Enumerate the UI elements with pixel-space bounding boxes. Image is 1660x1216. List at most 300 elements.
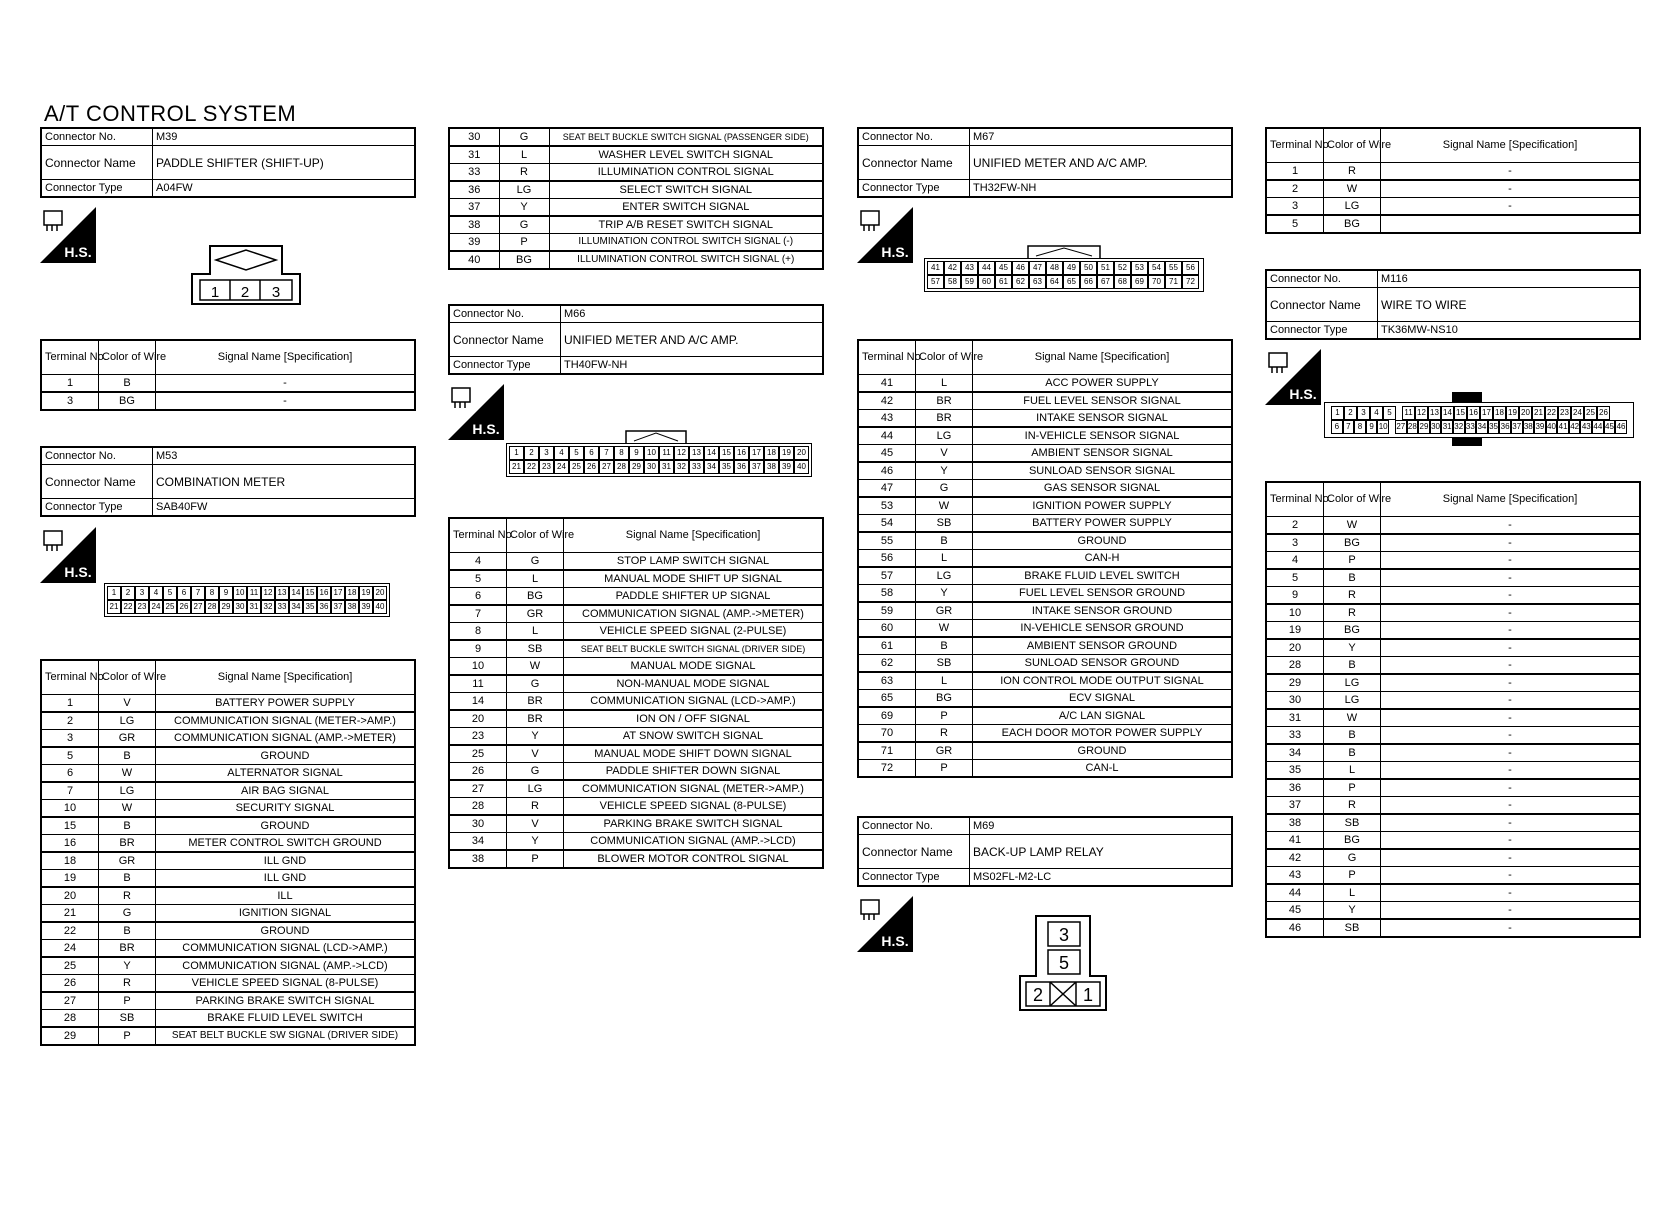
- signal-name-cell: EACH DOOR MOTOR POWER SUPPLY: [973, 725, 1233, 743]
- wire-color-cell: B: [1324, 744, 1381, 762]
- connector-no-value: M116: [1378, 270, 1641, 288]
- signal-name-cell: -: [1381, 867, 1641, 885]
- connector-pin: 19: [1506, 406, 1519, 420]
- signal-name-header: Signal Name [Specification]: [1381, 128, 1641, 163]
- signal-name-cell: MANUAL MODE SIGNAL: [564, 658, 824, 676]
- table-row: [1266, 180, 1640, 198]
- wire-color-cell: SB: [916, 655, 973, 673]
- wire-color-cell: GR: [99, 730, 156, 748]
- connector-pin: 9: [1366, 420, 1378, 434]
- connector-name-label: Connector Name: [858, 835, 970, 869]
- signal-name-cell: BATTERY POWER SUPPLY: [973, 515, 1233, 533]
- signal-name-cell: -: [1381, 727, 1641, 745]
- table-row: [41, 375, 415, 393]
- terminal-no-cell: 3: [1266, 198, 1324, 216]
- connector-pin: 15: [1454, 406, 1467, 420]
- signal-name-cell: COMMUNICATION SIGNAL (AMP.->METER): [156, 730, 416, 748]
- signal-name-cell: ILL: [156, 887, 416, 905]
- signal-name-cell: GROUND: [973, 532, 1233, 550]
- terminal-no-cell: 58: [858, 585, 916, 603]
- color-of-wire-header: Color of Wire: [99, 660, 156, 695]
- signal-name-cell: ILLUMINATION CONTROL SIGNAL: [549, 164, 823, 182]
- connector-pin: 16: [317, 586, 331, 600]
- connector-pin: 1: [1331, 406, 1344, 420]
- table-row: [1266, 709, 1640, 727]
- wire-color-cell: Y: [916, 585, 973, 603]
- wire-color-cell: BG: [916, 690, 973, 708]
- terminal-no-cell: 46: [1266, 919, 1324, 937]
- table-row: [41, 887, 415, 905]
- table-row: [858, 427, 1232, 445]
- table-row: [1266, 215, 1640, 233]
- connector-pin: 51: [1097, 261, 1114, 275]
- connector-type-value: A04FW: [153, 180, 416, 198]
- table-row: [1266, 622, 1640, 640]
- pin-label: 2: [1032, 985, 1044, 1005]
- table-row: [449, 850, 823, 868]
- connector-pin: 46: [1615, 420, 1627, 434]
- signal-name-cell: ECV SIGNAL: [973, 690, 1233, 708]
- wire-color-cell: L: [507, 570, 564, 588]
- connector-pin: 7: [191, 586, 205, 600]
- connector-pin: 36: [1499, 420, 1511, 434]
- signal-name-cell: INTAKE SENSOR GROUND: [973, 602, 1233, 620]
- wire-color-cell: L: [916, 375, 973, 393]
- connector-m39-info: [40, 127, 416, 198]
- connector-pin: 42: [944, 261, 961, 275]
- signal-name-cell: -: [1381, 534, 1641, 552]
- terminal-no-cell: 29: [1266, 674, 1324, 692]
- connector-pin: 4: [149, 586, 163, 600]
- connector-pin: 28: [614, 460, 629, 474]
- wire-color-cell: B: [99, 870, 156, 888]
- signal-name-cell: -: [1381, 163, 1641, 181]
- connector-pin: 17: [1480, 406, 1493, 420]
- terminal-no-cell: 16: [41, 835, 99, 853]
- table-row: [41, 800, 415, 818]
- table-row: [858, 707, 1232, 725]
- connector-pin: 15: [719, 446, 734, 460]
- wire-color-cell: GR: [916, 602, 973, 620]
- hs-icon: [40, 207, 96, 263]
- signal-name-cell: GROUND: [156, 922, 416, 940]
- svg-text:H.S.: H.S.: [64, 564, 92, 580]
- connector-pin: 30: [1430, 420, 1442, 434]
- table-row: [449, 710, 823, 728]
- connector-pin: 6: [584, 446, 599, 460]
- wire-color-cell: SB: [916, 515, 973, 533]
- connector-pin: 45: [995, 261, 1012, 275]
- terminal-no-cell: 43: [858, 410, 916, 428]
- wire-color-cell: Y: [507, 728, 564, 746]
- terminal-no-cell: 27: [41, 992, 99, 1010]
- wire-color-cell: W: [916, 620, 973, 638]
- connector-pin: 12: [1415, 406, 1428, 420]
- connector-pin: 3: [539, 446, 554, 460]
- connector-pin: 22: [524, 460, 539, 474]
- wire-color-cell: P: [499, 234, 549, 252]
- signal-name-cell: -: [1381, 657, 1641, 675]
- wire-color-cell: BG: [507, 588, 564, 606]
- wire-color-cell: W: [1324, 709, 1381, 727]
- wire-color-cell: V: [99, 695, 156, 713]
- connector-pin: 66: [1080, 275, 1097, 289]
- wire-color-cell: L: [1324, 884, 1381, 902]
- signal-name-cell: CAN-L: [973, 760, 1233, 778]
- signal-name-cell: -: [1381, 692, 1641, 710]
- signal-name-cell: -: [1381, 639, 1641, 657]
- terminal-no-cell: 62: [858, 655, 916, 673]
- terminal-no-cell: 37: [1266, 797, 1324, 815]
- connector-pin: 9: [629, 446, 644, 460]
- wire-color-cell: R: [916, 725, 973, 743]
- connector-name-value: UNIFIED METER AND A/C AMP.: [561, 323, 824, 357]
- connector-pin: 13: [1428, 406, 1441, 420]
- signal-name-cell: METER CONTROL SWITCH GROUND: [156, 835, 416, 853]
- wire-color-cell: GR: [916, 742, 973, 760]
- wire-color-cell: BG: [1324, 832, 1381, 850]
- wire-color-cell: G: [499, 216, 549, 234]
- table-row: [41, 695, 415, 713]
- terminal-no-cell: 3: [41, 730, 99, 748]
- terminal-no-cell: 30: [449, 815, 507, 833]
- wire-color-cell: LG: [1324, 674, 1381, 692]
- table-row: [449, 780, 823, 798]
- connector-latch: [1324, 390, 1610, 402]
- wire-color-cell: SB: [1324, 919, 1381, 937]
- table-row: [858, 445, 1232, 463]
- connector-pin: 44: [978, 261, 995, 275]
- connector-pin: 22: [121, 600, 135, 614]
- terminal-no-cell: 10: [41, 800, 99, 818]
- terminal-no-cell: 59: [858, 602, 916, 620]
- wire-color-cell: L: [507, 623, 564, 641]
- connector-no-label: Connector No.: [449, 305, 561, 323]
- connector-pin: 21: [1532, 406, 1545, 420]
- signal-name-cell: COMMUNICATION SIGNAL (AMP.->METER): [564, 605, 824, 623]
- wire-color-cell: R: [499, 164, 549, 182]
- signal-name-cell: PARKING BRAKE SWITCH SIGNAL: [156, 992, 416, 1010]
- table-row: [858, 550, 1232, 568]
- table-row: [858, 462, 1232, 480]
- table-row: [41, 940, 415, 958]
- connector-pin: 14: [704, 446, 719, 460]
- table-row: [41, 835, 415, 853]
- color-of-wire-header: Color of Wire: [1324, 128, 1381, 163]
- signal-name-cell: ILL GND: [156, 870, 416, 888]
- terminal-no-header: Terminal No.: [41, 660, 99, 695]
- table-row: [41, 712, 415, 730]
- table-row: [41, 922, 415, 940]
- terminal-no-cell: 44: [1266, 884, 1324, 902]
- connector-pin: 26: [584, 460, 599, 474]
- connector-pin: 52: [1114, 261, 1131, 275]
- terminal-no-cell: 7: [449, 605, 507, 623]
- connector-pin: 13: [689, 446, 704, 460]
- wire-color-cell: B: [99, 747, 156, 765]
- connector-m39-diagram: [190, 244, 302, 306]
- connector-type-value: TK36MW-NS10: [1378, 322, 1641, 340]
- connector-pin: 65: [1063, 275, 1080, 289]
- table-row: [858, 585, 1232, 603]
- connector-type-label: Connector Type: [41, 499, 153, 517]
- table-row: [449, 623, 823, 641]
- signal-name-cell: AIR BAG SIGNAL: [156, 782, 416, 800]
- signal-name-cell: COMMUNICATION SIGNAL (AMP.->LCD): [156, 957, 416, 975]
- table-row: [1266, 902, 1640, 920]
- signal-name-cell: -: [1381, 744, 1641, 762]
- signal-name-cell: -: [156, 392, 416, 410]
- table-row: [449, 251, 823, 269]
- connector-pin: 27: [1395, 420, 1407, 434]
- wire-color-cell: Y: [1324, 902, 1381, 920]
- connector-pin: 70: [1148, 275, 1165, 289]
- terminal-no-cell: 33: [1266, 727, 1324, 745]
- connector-pin: 5: [569, 446, 584, 460]
- terminal-no-cell: 10: [1266, 604, 1324, 622]
- signal-name-cell: -: [1381, 709, 1641, 727]
- terminal-no-cell: 6: [41, 765, 99, 783]
- table-row: [449, 745, 823, 763]
- connector-pin: 35: [1488, 420, 1500, 434]
- table-row: [41, 730, 415, 748]
- table-row: [1266, 552, 1640, 570]
- terminal-no-cell: 28: [1266, 657, 1324, 675]
- connector-pin: 6: [177, 586, 191, 600]
- wire-color-cell: LG: [507, 780, 564, 798]
- terminal-no-header: Terminal No.: [858, 340, 916, 375]
- wire-color-cell: P: [1324, 867, 1381, 885]
- connector-name-value: COMBINATION METER: [153, 465, 416, 499]
- table-row: [449, 216, 823, 234]
- table-row: [858, 672, 1232, 690]
- terminal-no-cell: 45: [858, 445, 916, 463]
- terminal-no-cell: 38: [449, 850, 507, 868]
- table-row: [41, 905, 415, 923]
- connector-name-label: Connector Name: [858, 146, 970, 180]
- wire-color-cell: V: [916, 445, 973, 463]
- signal-name-cell: [1381, 215, 1641, 233]
- connector-pin: 23: [135, 600, 149, 614]
- signal-name-cell: ALTERNATOR SIGNAL: [156, 765, 416, 783]
- connector-no-label: Connector No.: [858, 817, 970, 835]
- connector-m67-diagram: [924, 244, 1204, 292]
- signal-name-cell: FUEL LEVEL SENSOR SIGNAL: [973, 392, 1233, 410]
- terminal-no-cell: 11: [449, 675, 507, 693]
- connector-pin: 30: [644, 460, 659, 474]
- connector-pin: 25: [1584, 406, 1597, 420]
- connector-pin: 17: [749, 446, 764, 460]
- connector-type-value: TH40FW-NH: [561, 357, 824, 375]
- connector-name-value: PADDLE SHIFTER (SHIFT-UP): [153, 146, 416, 180]
- wire-color-cell: W: [99, 800, 156, 818]
- signal-name-cell: -: [1381, 587, 1641, 605]
- terminal-no-cell: 57: [858, 567, 916, 585]
- signal-name-cell: SEAT BELT BUCKLE SWITCH SIGNAL (DRIVER SIDE): [564, 640, 824, 658]
- wire-color-cell: G: [916, 480, 973, 498]
- wire-color-cell: Y: [507, 833, 564, 851]
- wire-color-cell: P: [99, 1027, 156, 1045]
- connector-pin: 50: [1080, 261, 1097, 275]
- connector-pin: 21: [509, 460, 524, 474]
- signal-name-cell: GAS SENSOR SIGNAL: [973, 480, 1233, 498]
- connector-pin: 27: [599, 460, 614, 474]
- signal-name-cell: SEAT BELT BUCKLE SW SIGNAL (DRIVER SIDE): [156, 1027, 416, 1045]
- wire-color-cell: W: [1324, 517, 1381, 535]
- connector-no-value: M53: [153, 447, 416, 465]
- connector-pin: 17: [331, 586, 345, 600]
- signal-name-cell: BLOWER MOTOR CONTROL SIGNAL: [564, 850, 824, 868]
- table-row: [41, 747, 415, 765]
- signal-name-cell: NON-MANUAL MODE SIGNAL: [564, 675, 824, 693]
- connector-pin: 26: [177, 600, 191, 614]
- signal-name-cell: GROUND: [156, 817, 416, 835]
- connector-pin: 18: [764, 446, 779, 460]
- table-row: [41, 852, 415, 870]
- color-of-wire-header: Color of Wire: [99, 340, 156, 375]
- terminal-no-cell: 33: [449, 164, 499, 182]
- wire-color-cell: LG: [1324, 692, 1381, 710]
- terminal-no-cell: 41: [858, 375, 916, 393]
- signal-name-cell: SUNLOAD SENSOR SIGNAL: [973, 462, 1233, 480]
- wire-color-cell: P: [99, 992, 156, 1010]
- connector-name-value: WIRE TO WIRE: [1378, 288, 1641, 322]
- signal-name-cell: -: [156, 375, 416, 393]
- connector-pin: 35: [303, 600, 317, 614]
- pin-label: 3: [271, 284, 281, 301]
- connector-pin: 48: [1046, 261, 1063, 275]
- connector-pin: 38: [1523, 420, 1535, 434]
- connector-pin: 2: [1344, 406, 1357, 420]
- connector-pin: 8: [614, 446, 629, 460]
- color-of-wire-header: Color of Wire: [507, 518, 564, 553]
- signal-name-cell: INTAKE SENSOR SIGNAL: [973, 410, 1233, 428]
- terminal-no-cell: 14: [449, 693, 507, 711]
- connector-no-label: Connector No.: [41, 447, 153, 465]
- table-row: [1266, 727, 1640, 745]
- wire-color-cell: W: [507, 658, 564, 676]
- wire-color-cell: B: [99, 375, 156, 393]
- signal-name-cell: AMBIENT SENSOR SIGNAL: [973, 445, 1233, 463]
- table-row: [1266, 814, 1640, 832]
- wire-color-cell: Y: [1324, 639, 1381, 657]
- connector-name-label: Connector Name: [449, 323, 561, 357]
- terminal-no-cell: 26: [449, 763, 507, 781]
- wire-color-cell: B: [916, 532, 973, 550]
- signal-name-cell: GROUND: [973, 742, 1233, 760]
- connector-pin: 24: [554, 460, 569, 474]
- signal-name-cell: MANUAL MODE SHIFT UP SIGNAL: [564, 570, 824, 588]
- terminal-no-cell: 20: [449, 710, 507, 728]
- connector-pin: 5: [1383, 406, 1396, 420]
- table-row: [449, 128, 823, 146]
- connector-pin: 27: [191, 600, 205, 614]
- wire-color-cell: SB: [507, 640, 564, 658]
- terminal-no-cell: 42: [858, 392, 916, 410]
- table-row: [41, 870, 415, 888]
- wire-color-cell: B: [99, 922, 156, 940]
- table-row: [449, 763, 823, 781]
- wire-color-cell: G: [499, 128, 549, 146]
- signal-name-cell: -: [1381, 902, 1641, 920]
- pin-label: 5: [1058, 953, 1070, 973]
- signal-name-cell: COMMUNICATION SIGNAL (AMP.->LCD): [564, 833, 824, 851]
- wire-color-cell: L: [1324, 762, 1381, 780]
- connector-pin: 30: [233, 600, 247, 614]
- connector-name-value: BACK-UP LAMP RELAY: [970, 835, 1233, 869]
- signal-name-cell: MANUAL MODE SHIFT DOWN SIGNAL: [564, 745, 824, 763]
- signal-name-cell: IN-VEHICLE SENSOR GROUND: [973, 620, 1233, 638]
- connector-type-value: MS02FL-M2-LC: [970, 869, 1233, 887]
- table-row: [858, 567, 1232, 585]
- table-row: [858, 760, 1232, 778]
- terminal-no-cell: 35: [1266, 762, 1324, 780]
- signal-name-cell: SEAT BELT BUCKLE SWITCH SIGNAL (PASSENGER SIDE): [549, 128, 823, 146]
- table-row: [41, 975, 415, 993]
- svg-text:H.S.: H.S.: [881, 244, 909, 260]
- wire-color-cell: R: [99, 887, 156, 905]
- terminal-no-cell: 61: [858, 637, 916, 655]
- signal-name-cell: ACC POWER SUPPLY: [973, 375, 1233, 393]
- connector-pin: 43: [1580, 420, 1592, 434]
- connector-m116-pin-table: [1265, 481, 1641, 938]
- wire-color-cell: B: [1324, 657, 1381, 675]
- table-row: [1266, 674, 1640, 692]
- terminal-no-cell: 25: [41, 957, 99, 975]
- signal-name-cell: STOP LAMP SWITCH SIGNAL: [564, 553, 824, 571]
- terminal-no-cell: 28: [449, 798, 507, 816]
- wire-color-cell: BR: [916, 410, 973, 428]
- connector-pin: 38: [764, 460, 779, 474]
- connector-pin: 31: [1441, 420, 1453, 434]
- connector-pin: 49: [1063, 261, 1080, 275]
- wire-color-cell: B: [1324, 727, 1381, 745]
- wire-color-cell: LG: [916, 427, 973, 445]
- wire-color-cell: G: [507, 763, 564, 781]
- signal-name-cell: TRIP A/B RESET SWITCH SIGNAL: [549, 216, 823, 234]
- table-row: [858, 602, 1232, 620]
- terminal-no-cell: 5: [449, 570, 507, 588]
- signal-name-cell: SECURITY SIGNAL: [156, 800, 416, 818]
- signal-name-cell: SELECT SWITCH SIGNAL: [549, 181, 823, 199]
- signal-name-cell: VEHICLE SPEED SIGNAL (8-PULSE): [156, 975, 416, 993]
- pin-label: 1: [1082, 985, 1094, 1005]
- signal-name-cell: -: [1381, 832, 1641, 850]
- terminal-no-cell: 4: [1266, 552, 1324, 570]
- connector-pin: 18: [1493, 406, 1506, 420]
- terminal-no-cell: 29: [41, 1027, 99, 1045]
- connector-pin: 10: [233, 586, 247, 600]
- connector-pin: 37: [749, 460, 764, 474]
- connector-pin: 2: [524, 446, 539, 460]
- connector-name-label: Connector Name: [41, 146, 153, 180]
- connector-pin: 15: [303, 586, 317, 600]
- connector-m116-diagram: [1324, 390, 1634, 448]
- signal-name-cell: GROUND: [156, 747, 416, 765]
- wire-color-cell: R: [99, 975, 156, 993]
- connector-pin: 5: [163, 586, 177, 600]
- connector-pin: 34: [704, 460, 719, 474]
- wire-color-cell: G: [507, 553, 564, 571]
- connector-pin: 39: [1534, 420, 1546, 434]
- table-row: [449, 199, 823, 217]
- signal-name-cell: -: [1381, 552, 1641, 570]
- signal-name-cell: -: [1381, 622, 1641, 640]
- connector-pin: 41: [1557, 420, 1569, 434]
- signal-name-cell: IGNITION POWER SUPPLY: [973, 497, 1233, 515]
- terminal-no-cell: 30: [449, 128, 499, 146]
- terminal-no-cell: 4: [449, 553, 507, 571]
